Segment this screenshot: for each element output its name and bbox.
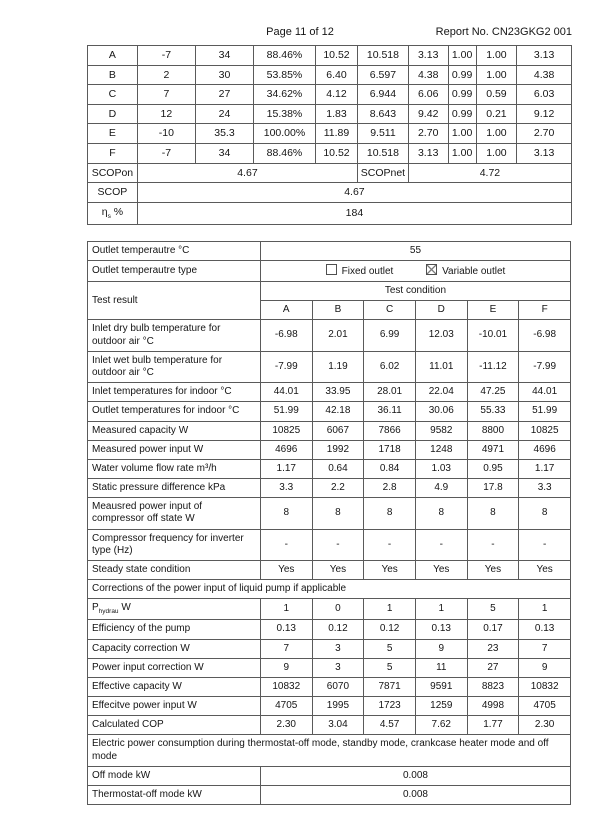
table-cell: 10832 bbox=[260, 677, 312, 696]
table-cell: 9.12 bbox=[517, 104, 572, 124]
table-cell: 4.9 bbox=[415, 479, 467, 498]
table-cell: -7.99 bbox=[519, 351, 571, 382]
table-row bbox=[88, 320, 571, 351]
table-cell: 10.518 bbox=[358, 143, 409, 163]
table-cell: 34 bbox=[195, 143, 253, 163]
table-cell: 4998 bbox=[467, 697, 519, 716]
off-mode-value: 0.008 bbox=[260, 766, 570, 785]
eta-symbol: η bbox=[101, 205, 108, 218]
table-cell: 5 bbox=[364, 639, 416, 658]
table-cell: B bbox=[312, 301, 364, 320]
table-row bbox=[88, 697, 571, 716]
table-cell: 2.30 bbox=[260, 716, 312, 735]
table-cell: Yes bbox=[467, 561, 519, 580]
table-cell: 1718 bbox=[364, 440, 416, 459]
table-cell: 4.38 bbox=[517, 65, 572, 85]
table-cell: 100.00% bbox=[254, 124, 316, 144]
table-cell: -11.12 bbox=[467, 351, 519, 382]
table-cell: 8 bbox=[415, 498, 467, 529]
table-cell: 4.38 bbox=[408, 65, 448, 85]
table-cell: 1.00 bbox=[476, 65, 517, 85]
table-cell: 30 bbox=[195, 65, 253, 85]
scopnet-label: SCOPnet bbox=[358, 163, 409, 183]
table-cell: 22.04 bbox=[415, 383, 467, 402]
table-cell: 55.33 bbox=[467, 402, 519, 421]
row-label: Capacity correction W bbox=[88, 639, 261, 658]
table-row bbox=[88, 677, 571, 696]
table-cell: 1.00 bbox=[476, 46, 517, 66]
table-cell: 6.02 bbox=[364, 351, 416, 382]
table-cell: 6067 bbox=[312, 421, 364, 440]
outlet-type-row bbox=[88, 260, 571, 281]
eta-label bbox=[88, 202, 138, 224]
eta-suffix: % bbox=[110, 205, 124, 218]
table-cell: 6070 bbox=[312, 677, 364, 696]
table-cell: 7 bbox=[260, 639, 312, 658]
scop-value: 4.67 bbox=[137, 183, 571, 203]
table-cell: 6.944 bbox=[358, 85, 409, 105]
table-cell: 9 bbox=[519, 658, 571, 677]
table-cell: 8 bbox=[312, 498, 364, 529]
table-cell: 9582 bbox=[415, 421, 467, 440]
table-cell: 53.85% bbox=[254, 65, 316, 85]
table-cell: 7 bbox=[519, 639, 571, 658]
table-cell: 8.643 bbox=[358, 104, 409, 124]
thermostat-off-row bbox=[88, 786, 571, 805]
table-cell: 8 bbox=[519, 498, 571, 529]
table-cell: 9.511 bbox=[358, 124, 409, 144]
table-cell: 1 bbox=[415, 599, 467, 620]
table-cell: 51.99 bbox=[260, 402, 312, 421]
table-cell: 42.18 bbox=[312, 402, 364, 421]
corrections-note-row bbox=[88, 580, 571, 599]
table-cell: 11.01 bbox=[415, 351, 467, 382]
row-label: Off mode kW bbox=[88, 766, 261, 785]
table-cell: 7.62 bbox=[415, 716, 467, 735]
table-cell: 4.12 bbox=[315, 85, 357, 105]
table-cell: -7 bbox=[137, 143, 195, 163]
table-row-f bbox=[88, 143, 572, 163]
table-cell: 1.00 bbox=[448, 143, 476, 163]
table-cell: 1.00 bbox=[448, 124, 476, 144]
table-row bbox=[88, 529, 571, 560]
scop-label: SCOP bbox=[88, 183, 138, 203]
table-cell: 3.04 bbox=[312, 716, 364, 735]
table-cell: - bbox=[415, 529, 467, 560]
row-label: Outlet temperautre type bbox=[88, 260, 261, 281]
table-cell: 44.01 bbox=[260, 383, 312, 402]
table-cell: 2.70 bbox=[517, 124, 572, 144]
table-cell: 24 bbox=[195, 104, 253, 124]
electric-note-row bbox=[88, 735, 571, 766]
table-cell: 3 bbox=[312, 639, 364, 658]
outlet-temp-value: 55 bbox=[260, 241, 570, 260]
table-cell: 1.17 bbox=[260, 459, 312, 478]
scopon-label: SCOPon bbox=[88, 163, 138, 183]
table-cell: 11 bbox=[415, 658, 467, 677]
table-cell: 0.13 bbox=[260, 620, 312, 639]
table-row bbox=[88, 561, 571, 580]
table-cell: 3.13 bbox=[408, 143, 448, 163]
table-cell: 12 bbox=[137, 104, 195, 124]
table-row-e bbox=[88, 124, 572, 144]
row-label: Measured power input W bbox=[88, 440, 261, 459]
row-label: Effective capacity W bbox=[88, 677, 261, 696]
table-cell: - bbox=[260, 529, 312, 560]
phydrau-subscript: hydrau bbox=[98, 608, 119, 616]
eta-subscript: s bbox=[107, 212, 111, 220]
table-cell: 3 bbox=[312, 658, 364, 677]
row-label: Static pressure difference kPa bbox=[88, 479, 261, 498]
table-cell: A bbox=[260, 301, 312, 320]
table-cell: 0.13 bbox=[415, 620, 467, 639]
table-cell: 5 bbox=[364, 658, 416, 677]
table-cell: 30.06 bbox=[415, 402, 467, 421]
test-condition-header-row bbox=[88, 282, 571, 301]
scop-row bbox=[88, 183, 572, 203]
table-cell: 10825 bbox=[260, 421, 312, 440]
table-cell: B bbox=[88, 65, 138, 85]
row-label: Outlet temperautre °C bbox=[88, 241, 261, 260]
phydrau-suffix: W bbox=[118, 602, 131, 614]
table-cell: F bbox=[88, 143, 138, 163]
table-cell: 28.01 bbox=[364, 383, 416, 402]
table-row-d bbox=[88, 104, 572, 124]
table-cell: 1.83 bbox=[315, 104, 357, 124]
thermostat-off-value: 0.008 bbox=[260, 786, 570, 805]
table-cell: 2.2 bbox=[312, 479, 364, 498]
variable-outlet-option bbox=[426, 266, 505, 277]
table-row bbox=[88, 351, 571, 382]
table-cell: 1.77 bbox=[467, 716, 519, 735]
corrections-note: Corrections of the power input of liquid pump if applicable bbox=[88, 580, 571, 599]
table-cell: 4696 bbox=[519, 440, 571, 459]
table-cell: -7.99 bbox=[260, 351, 312, 382]
table-cell: 1.00 bbox=[476, 143, 517, 163]
table-cell: 10832 bbox=[519, 677, 571, 696]
table-row bbox=[88, 440, 571, 459]
table-row bbox=[88, 479, 571, 498]
table-cell: 88.46% bbox=[254, 143, 316, 163]
table-cell: 1.17 bbox=[519, 459, 571, 478]
scopon-row bbox=[88, 163, 572, 183]
table-cell: 9.42 bbox=[408, 104, 448, 124]
table-cell: 17.8 bbox=[467, 479, 519, 498]
table-cell: 6.99 bbox=[364, 320, 416, 351]
table-cell: 11.89 bbox=[315, 124, 357, 144]
table-cell: 1.00 bbox=[476, 124, 517, 144]
table-cell: 27 bbox=[467, 658, 519, 677]
table-cell: E bbox=[88, 124, 138, 144]
table-cell: 1.03 bbox=[415, 459, 467, 478]
table-cell: 7871 bbox=[364, 677, 416, 696]
row-label: Effecitve power input W bbox=[88, 697, 261, 716]
table-cell: - bbox=[467, 529, 519, 560]
row-label: Water volume flow rate m³/h bbox=[88, 459, 261, 478]
row-label bbox=[88, 599, 261, 620]
table-cell: 34.62% bbox=[254, 85, 316, 105]
table-cell: 8800 bbox=[467, 421, 519, 440]
row-label: Thermostat-off mode kW bbox=[88, 786, 261, 805]
table-cell: Yes bbox=[519, 561, 571, 580]
outlet-type-options bbox=[260, 260, 570, 281]
row-label: Calculated COP bbox=[88, 716, 261, 735]
row-label: Inlet dry bulb temperature for outdoor air °C bbox=[88, 320, 261, 351]
table-cell: 2.70 bbox=[408, 124, 448, 144]
table-cell: D bbox=[415, 301, 467, 320]
table-cell: 1 bbox=[519, 599, 571, 620]
table-cell: 15.38% bbox=[254, 104, 316, 124]
row-label: Measured capacity W bbox=[88, 421, 261, 440]
table-row bbox=[88, 658, 571, 677]
fixed-outlet-label: Fixed outlet bbox=[341, 265, 394, 277]
table-cell: C bbox=[364, 301, 416, 320]
scopon-value: 4.67 bbox=[137, 163, 357, 183]
table-cell: 2 bbox=[137, 65, 195, 85]
table-cell: 1995 bbox=[312, 697, 364, 716]
table-row-b bbox=[88, 65, 572, 85]
table-cell: 0.99 bbox=[448, 104, 476, 124]
table-cell: 1259 bbox=[415, 697, 467, 716]
electric-note: Electric power consumption during thermostat-off mode, standby mode, crankcase heater mode and off mode bbox=[88, 735, 571, 766]
table-cell: 8 bbox=[467, 498, 519, 529]
table-cell: -10.01 bbox=[467, 320, 519, 351]
table-cell: 6.40 bbox=[315, 65, 357, 85]
table-row bbox=[88, 383, 571, 402]
fixed-outlet-checkbox-icon bbox=[326, 264, 337, 275]
table-row-c bbox=[88, 85, 572, 105]
table-row bbox=[88, 498, 571, 529]
test-result-table bbox=[87, 241, 571, 806]
row-label: Inlet temperatures for indoor °C bbox=[88, 383, 261, 402]
table-cell: 0.12 bbox=[364, 620, 416, 639]
table-cell: 1248 bbox=[415, 440, 467, 459]
eta-value: 184 bbox=[137, 202, 571, 224]
table-cell: 23 bbox=[467, 639, 519, 658]
table-cell: 0.59 bbox=[476, 85, 517, 105]
test-condition-label: Test condition bbox=[260, 282, 570, 301]
table-cell: 0.21 bbox=[476, 104, 517, 124]
table-cell: Yes bbox=[364, 561, 416, 580]
table-cell: 9 bbox=[260, 658, 312, 677]
table-cell: 5 bbox=[467, 599, 519, 620]
table-cell: 1992 bbox=[312, 440, 364, 459]
table-row bbox=[88, 421, 571, 440]
table-cell: 4.57 bbox=[364, 716, 416, 735]
table-cell: -7 bbox=[137, 46, 195, 66]
table-cell: 51.99 bbox=[519, 402, 571, 421]
table-cell: 34 bbox=[195, 46, 253, 66]
table-cell: E bbox=[467, 301, 519, 320]
table-cell: 6.597 bbox=[358, 65, 409, 85]
table-cell: 2.30 bbox=[519, 716, 571, 735]
table-cell: 9 bbox=[415, 639, 467, 658]
row-label: Inlet wet bulb temperature for outdoor air °C bbox=[88, 351, 261, 382]
table-cell: 0.99 bbox=[448, 65, 476, 85]
table-cell: - bbox=[519, 529, 571, 560]
table-cell: 9591 bbox=[415, 677, 467, 696]
eta-row bbox=[88, 202, 572, 224]
table-cell: 2.8 bbox=[364, 479, 416, 498]
row-label: Steady state condition bbox=[88, 561, 261, 580]
table-cell: 0.95 bbox=[467, 459, 519, 478]
table-cell: 10.52 bbox=[315, 143, 357, 163]
table-cell: F bbox=[519, 301, 571, 320]
table-cell: 4971 bbox=[467, 440, 519, 459]
table-cell: 3.13 bbox=[517, 143, 572, 163]
table-row-a bbox=[88, 46, 572, 66]
table-row bbox=[88, 459, 571, 478]
table-cell: 6.03 bbox=[517, 85, 572, 105]
table-cell: 1.19 bbox=[312, 351, 364, 382]
table-cell: 0.84 bbox=[364, 459, 416, 478]
outlet-temp-row bbox=[88, 241, 571, 260]
row-label: Outlet temperatures for indoor °C bbox=[88, 402, 261, 421]
table-cell: 33.95 bbox=[312, 383, 364, 402]
table-cell: Yes bbox=[260, 561, 312, 580]
table-cell: 3.13 bbox=[517, 46, 572, 66]
table-row bbox=[88, 402, 571, 421]
table-cell: - bbox=[364, 529, 416, 560]
table-cell: 47.25 bbox=[467, 383, 519, 402]
row-label: Compressor frequency for inverter type (Hz) bbox=[88, 529, 261, 560]
table-cell: 0.12 bbox=[312, 620, 364, 639]
phydrau-symbol: P bbox=[92, 602, 99, 614]
row-label: Efficiency of the pump bbox=[88, 620, 261, 639]
page-header bbox=[28, 26, 572, 41]
row-label: Power input correction W bbox=[88, 658, 261, 677]
table-cell: 8823 bbox=[467, 677, 519, 696]
table-cell: D bbox=[88, 104, 138, 124]
table-cell: 2.01 bbox=[312, 320, 364, 351]
table-cell: 6.06 bbox=[408, 85, 448, 105]
table-cell: 8 bbox=[364, 498, 416, 529]
table-cell: 4705 bbox=[519, 697, 571, 716]
table-cell: 1 bbox=[260, 599, 312, 620]
table-cell: - bbox=[312, 529, 364, 560]
table-cell: 0.17 bbox=[467, 620, 519, 639]
table-cell: 1.00 bbox=[448, 46, 476, 66]
table-cell: 8 bbox=[260, 498, 312, 529]
scop-summary-table bbox=[87, 45, 572, 225]
table-cell: 4696 bbox=[260, 440, 312, 459]
table-cell: 4705 bbox=[260, 697, 312, 716]
report-number: Report No. CN23GKG2 001 bbox=[435, 26, 572, 38]
table-cell: 36.11 bbox=[364, 402, 416, 421]
test-result-label: Test result bbox=[88, 282, 261, 320]
table-cell: Yes bbox=[312, 561, 364, 580]
table-cell: 35.3 bbox=[195, 124, 253, 144]
table-cell: 0.99 bbox=[448, 85, 476, 105]
variable-outlet-label: Variable outlet bbox=[442, 265, 506, 277]
table-cell: 3.13 bbox=[408, 46, 448, 66]
row-label: Meausred power input of compressor off state W bbox=[88, 498, 261, 529]
table-cell: 1723 bbox=[364, 697, 416, 716]
table-cell: -6.98 bbox=[260, 320, 312, 351]
table-cell: 10825 bbox=[519, 421, 571, 440]
table-row bbox=[88, 639, 571, 658]
table-cell: C bbox=[88, 85, 138, 105]
off-mode-row bbox=[88, 766, 571, 785]
phydrau-row bbox=[88, 599, 571, 620]
scopnet-value: 4.72 bbox=[408, 163, 571, 183]
table-cell: -10 bbox=[137, 124, 195, 144]
table-cell: 88.46% bbox=[254, 46, 316, 66]
table-cell: -6.98 bbox=[519, 320, 571, 351]
table-row bbox=[88, 620, 571, 639]
table-cell: A bbox=[88, 46, 138, 66]
table-cell: 10.518 bbox=[358, 46, 409, 66]
table-cell: 1 bbox=[364, 599, 416, 620]
table-cell: 44.01 bbox=[519, 383, 571, 402]
table-row bbox=[88, 716, 571, 735]
table-cell: 3.3 bbox=[519, 479, 571, 498]
table-cell: 3.3 bbox=[260, 479, 312, 498]
table-cell: 10.52 bbox=[315, 46, 357, 66]
table-cell: 0 bbox=[312, 599, 364, 620]
table-cell: 0.13 bbox=[519, 620, 571, 639]
table-cell: 0.64 bbox=[312, 459, 364, 478]
table-cell: 7 bbox=[137, 85, 195, 105]
table-cell: 27 bbox=[195, 85, 253, 105]
page-number: Page 11 of 12 bbox=[266, 26, 334, 38]
table-cell: Yes bbox=[415, 561, 467, 580]
fixed-outlet-option bbox=[326, 266, 394, 277]
table-cell: 7866 bbox=[364, 421, 416, 440]
table-cell: 12.03 bbox=[415, 320, 467, 351]
variable-outlet-checkbox-icon bbox=[426, 264, 437, 275]
